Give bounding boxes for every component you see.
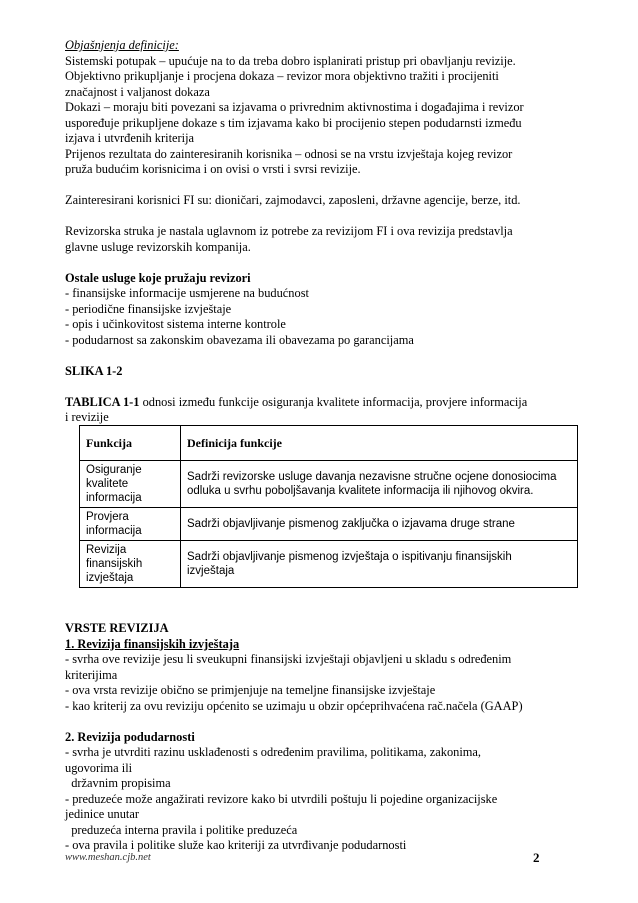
table-row — [80, 541, 578, 588]
text-line: - ova vrsta revizije obično se primjenjuje na temeljne finansijske izvještaje — [65, 683, 436, 697]
cell-line: Osiguranje — [86, 464, 142, 476]
table-row — [80, 461, 578, 508]
text-line: Objektivno prikupljanje i procjena dokaza – revizor mora objektivno tražiti i procijeniti — [65, 69, 499, 83]
cell-line: Revizija — [86, 544, 127, 556]
text-line: ugovorima ili — [65, 760, 133, 775]
column-header: Definicija funkcije — [181, 426, 578, 461]
cell-line: informacija — [86, 492, 142, 504]
list-item: - periodične finansijske izvještaje — [65, 301, 232, 316]
definitions-heading: Objašnjenja definicije: — [65, 38, 179, 52]
text-line: - svrha ove revizije jesu li sveukupni finansijski izvještaji objavljeni u skladu s određenim — [65, 652, 512, 666]
text-line: pruža budućim korisnicima i on ovisi o vrsti i svrsi revizije. — [65, 162, 361, 176]
table-row — [80, 508, 578, 541]
text-line: jedinice unutar — [65, 807, 139, 821]
table-cell-function — [80, 508, 181, 541]
page-body — [65, 38, 577, 426]
table-caption-label: TABLICA 1-1 — [65, 394, 140, 409]
cell-line: Sadrži revizorske usluge davanja nezavisne stručne ocjene donosiocima — [187, 471, 557, 483]
figure-label: SLIKA 1-2 — [65, 363, 123, 378]
list-item: - opis i učinkovitost sistema interne kontrole — [65, 317, 286, 331]
table-cell-function — [80, 461, 181, 508]
cell-line: Sadrži objavljivanje pismenog izvještaja o ispitivanju finansijskih — [187, 551, 512, 563]
footer-url[interactable]: www.meshan.cjb.net — [65, 852, 151, 863]
revision-types-heading: VRSTE REVIZIJA — [65, 621, 169, 635]
text-line: Prijenos rezultata do zainteresiranih korisnika – odnosi se na vrstu izvještaja kojeg revizor — [65, 146, 513, 161]
list-item: - finansijske informacije usmjerene na budućnost — [65, 286, 309, 300]
cell-line: informacija — [86, 525, 142, 537]
table-cell-definition — [181, 461, 578, 508]
text-line: izjava i utvrđenih kriterija — [65, 131, 195, 145]
text-line: - preduzeće može angažirati revizore kako bi utvrdili poštuju li pojedine organizacijske — [65, 791, 498, 806]
text-line: Dokazi – moraju biti povezani sa izjavama o privrednim aktivnostima i događajima i revizor — [65, 100, 524, 114]
table-cell-definition — [181, 541, 578, 588]
table-caption-text: odnosi između funkcije osiguranja kvalitete informacija, provjere informacija — [139, 394, 528, 409]
text-line: značajnost i valjanost dokaza — [65, 84, 210, 99]
table-caption-text-2: i revizije — [65, 410, 109, 424]
cell-line: izvještaja — [86, 572, 134, 584]
text-line: državnim propisima — [65, 776, 171, 790]
cell-line: kvalitete — [86, 478, 129, 490]
list-item: - podudarnost sa zakonskim obavezama ili obavezama po garancijama — [65, 332, 414, 347]
table-cell-function — [80, 541, 181, 588]
text-line: - ova pravila i politike služe kao kriteriji za utvrđivanje podudarnosti — [65, 838, 407, 852]
text-line: kriterijima — [65, 667, 118, 682]
users-paragraph: Zainteresirani korisnici FI su: dioničari, zajmodavci, zaposleni, državne agencije, berze, itd. — [65, 193, 521, 207]
text-line: uspoređuje prikupljene dokaze s tim izjavama kako bi procijenio stepen podudarnsti između — [65, 115, 522, 130]
cell-line: odluka u svrhu poboljšavanja kvalitete informacija ili njihovog okvira. — [187, 485, 534, 497]
cell-line: finansijskih — [86, 558, 143, 570]
cell-line: izvještaja — [187, 565, 235, 577]
section-title: 2. Revizija podudarnosti — [65, 729, 195, 744]
column-header: Funkcija — [80, 426, 181, 461]
table-header-row — [80, 426, 578, 461]
text-line: - kao kriterij za ovu reviziju općenito se uzimaju u obzir općeprihvaćena rač.načela (GAAP) — [65, 698, 523, 713]
text-line: preduzeća interna pravila i politike preduzeća — [65, 822, 298, 837]
section-title: 1. Revizija finansijskih izvještaja — [65, 636, 240, 651]
page-number: 2 — [533, 850, 540, 865]
text-line: Sistemski potupak – upućuje na to da treba dobro isplanirati pristup pri obavljanju revizije. — [65, 53, 516, 68]
text-line: glavne usluge revizorskih kompanija. — [65, 239, 251, 254]
table-caption — [65, 395, 577, 411]
other-services-heading: Ostale usluge koje pružaju revizori — [65, 270, 251, 285]
cell-line: Sadrži objavljivanje pismenog zaključka o izjavama druge strane — [187, 518, 515, 530]
functions-table — [79, 425, 578, 588]
revision-types-section — [65, 621, 577, 854]
text-line: - svrha je utvrditi razinu usklađenosti s određenim pravilima, politikama, zakonima, — [65, 745, 482, 759]
text-line: Revizorska struka je nastala uglavnom iz potrebe za revizijom FI i ova revizija predstavlja — [65, 224, 513, 238]
table-cell-definition — [181, 508, 578, 541]
cell-line: Provjera — [86, 511, 129, 523]
